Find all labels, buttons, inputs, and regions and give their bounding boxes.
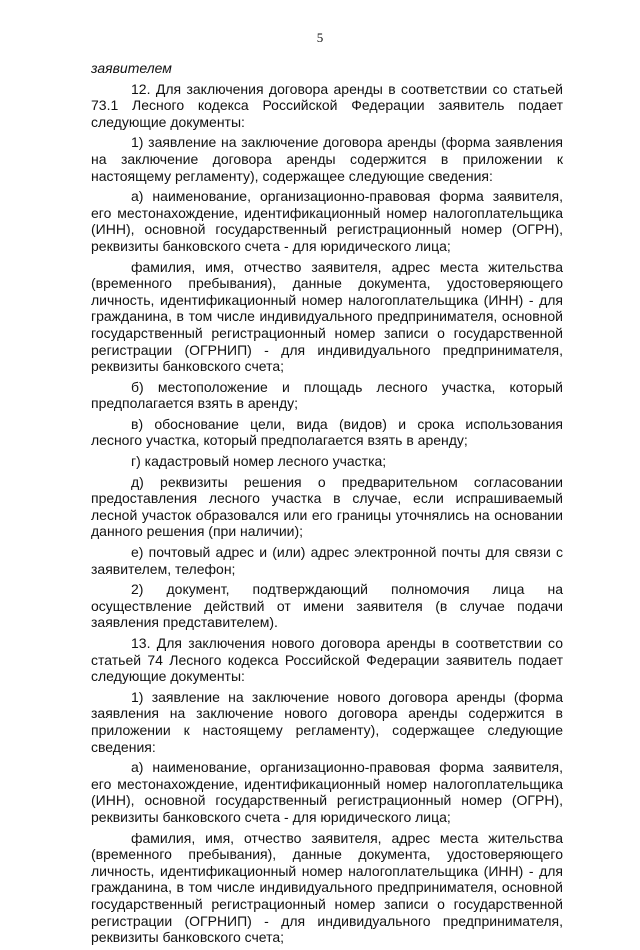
paragraph-12-item-1a: а) наименование, организационно-правовая форма заявителя, его местонахождение, идентификационный номер налогоплательщика (ИНН), основной государственный регистрационный номер (ОГРН), реквизиты банковского счета - для юридического лица;: [91, 188, 563, 254]
document-body: [91, 60, 563, 950]
paragraph-13-item-1: 1) заявление на заключение нового договора аренды (форма заявления на заключение нового договора аренды содержится в приложении к настоящему регламенту), содержащее следующие сведения:: [91, 688, 563, 755]
paragraph-12-item-1a-individual: фамилия, имя, отчество заявителя, адрес места жительства (временного пребывания), данные документа, удостоверяющего личность, идентификационный номер налогоплательщика (ИНН) - для гражданина, в том числе индивидуального предпринимателя, основной государственный регистрационный номер записи о государственной регистрации (ОГРНИП) - для индивидуального предпринимателя, реквизиты банковского счета;: [91, 258, 563, 375]
paragraph-12-item-1c: в) обоснование цели, вида (видов) и срока использования лесного участка, который предполагается взять в аренду;: [91, 415, 563, 449]
paragraph-carry-over: заявителем: [91, 60, 172, 76]
paragraph-12-item-1b: б) местоположение и площадь лесного участка, который предполагается взять в аренду;: [91, 378, 563, 412]
paragraph-clause-12: 12. Для заключения договора аренды в соответствии со статьей 73.1 Лесного кодекса Российской Федерации заявитель подает следующие документы:: [91, 80, 563, 130]
paragraph-12-item-1e: д) реквизиты решения о предварительном согласовании предоставления лесного участка в случае, если испрашиваемый лесной участок образовался или его границы уточнялись на основании данного решения (при наличии);: [91, 473, 563, 540]
page-number: 5: [316, 30, 324, 45]
paragraph-12-item-1: 1) заявление на заключение договора аренды (форма заявления на заключение договора аренды содержится в приложении к настоящему регламенту), содержащее следующие сведения:: [91, 134, 563, 184]
paragraph-12-item-1f: е) почтовый адрес и (или) адрес электронной почты для связи с заявителем, телефон;: [91, 544, 563, 577]
paragraph-12-item-1d: г) кадастровый номер лесного участка;: [131, 453, 387, 470]
paragraph-13-item-1a-individual: фамилия, имя, отчество заявителя, адрес места жительства (временного пребывания), данные документа, удостоверяющего личность, идентификационный номер налогоплательщика (ИНН) - для гражданина, в том числе индивидуального предпринимателя, основной государственный регистрационный номер записи о государственной регистрации (ОГРНИП) - для индивидуального предпринимателя, реквизиты банковского счета;: [91, 829, 563, 946]
paragraph-13-item-1a: а) наименование, организационно-правовая форма заявителя, его местонахождение, идентификационный номер налогоплательщика (ИНН), основной государственный регистрационный номер (ОГРН), реквизиты банковского счета - для юридического лица;: [91, 759, 563, 825]
paragraph-12-item-2: 2) документ, подтверждающий полномочия лица на осуществление действий от имени заявителя (в случае подачи заявления представителем).: [91, 581, 563, 631]
paragraph-clause-13: 13. Для заключения нового договора аренды в соответствии со статьей 74 Лесного кодекса Российской Федерации заявитель подает следующие документы:: [91, 635, 563, 685]
